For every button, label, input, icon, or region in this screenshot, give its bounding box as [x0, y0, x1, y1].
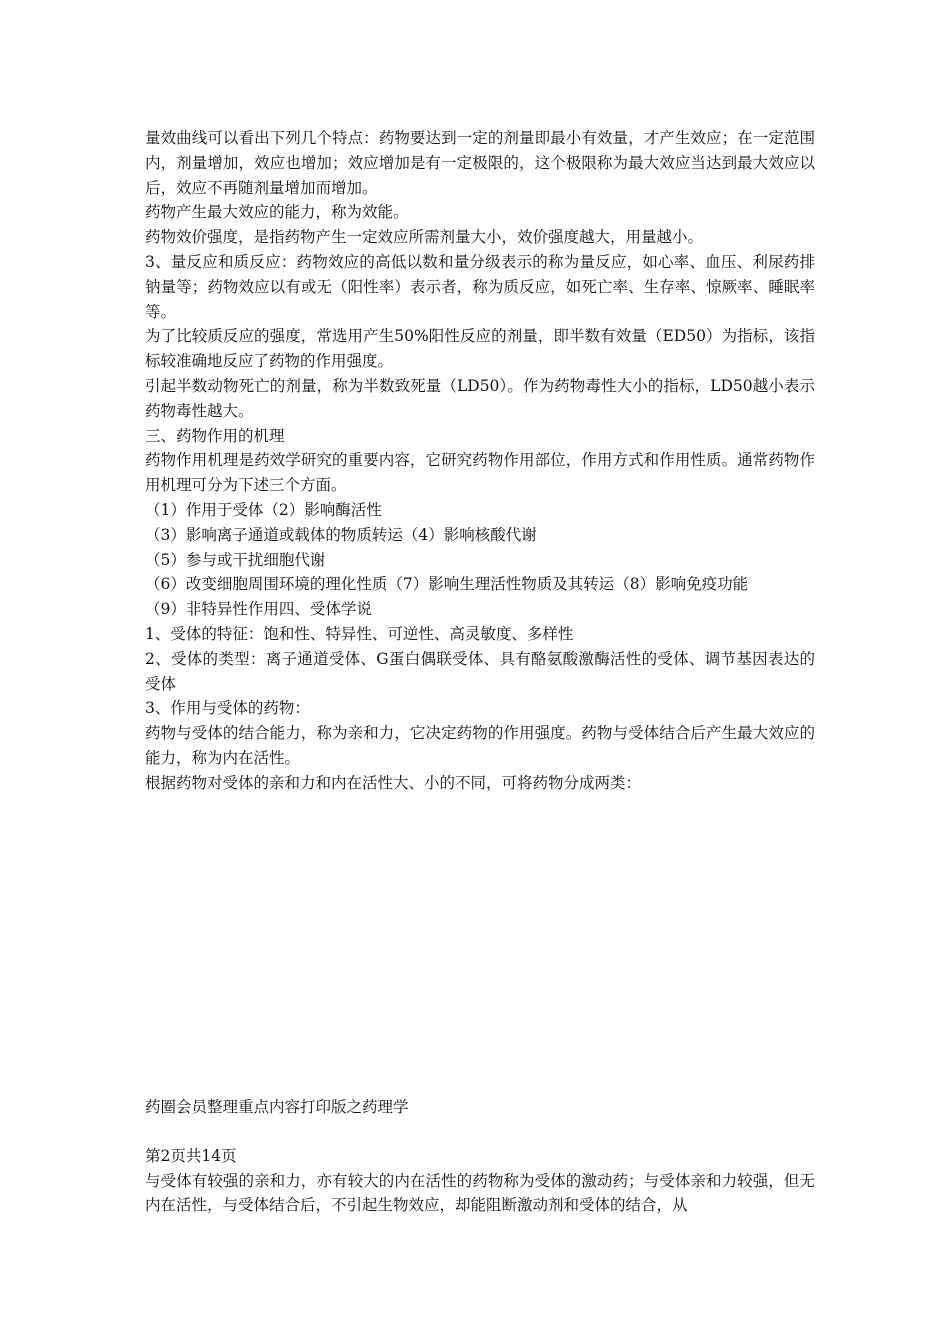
paragraph-agonist-antagonist: 与受体有较强的亲和力，亦有较大的内在活性的药物称为受体的激动药；与受体亲和力较强，但无内在活性，与受体结合后，不引起生物效应，却能阻断激动剂和受体的结合，从 — [145, 1171, 815, 1215]
footer-note: 药圈会员整理重点内容打印版之药理学 — [145, 1098, 409, 1116]
list-item-mechanism-6-8: （6）改变细胞周围环境的理化性质（7）影响生理活性物质及其转运（8）影响免疫功能 — [145, 575, 749, 594]
section-heading-mechanism: 三、药物作用的机理 — [145, 426, 285, 445]
page-number: 第2页共14页 — [145, 1146, 237, 1165]
paragraph-affinity: 药物与受体的结合能力，称为亲和力，它决定药物的作用强度。药物与受体结合后产生最大效应的能力，称为内在活性。 — [145, 724, 815, 767]
paragraph-mechanism-intro: 药物作用机理是药效学研究的重要内容，它研究药物作用部位，作用方式和作用性质。通常药物作用机理可分为下述三个方面。 — [145, 451, 815, 495]
paragraph-dose-effect-curve: 量效曲线可以看出下列几个特点：药物要达到一定的剂量即最小有效量，才产生效应；在一定范围内，剂量增加，效应也增加；效应增加是有一定极限的，这个极限称为最大效应当达到最大效应以后，效应不再随剂量增加而增加。 — [145, 129, 815, 197]
list-item-mechanism-1-2: （1）作用于受体（2）影响酶活性 — [145, 500, 382, 519]
list-item-mechanism-9: （9）非特异性作用四、受体学说 — [145, 600, 372, 619]
main-text-block — [145, 126, 815, 796]
list-item-mechanism-5: （5）参与或干扰细胞代谢 — [145, 550, 326, 569]
paragraph-drug-receptor-heading: 3、作用与受体的药物： — [145, 699, 310, 718]
paragraph-receptor-types: 2、受体的类型：离子通道受体、G蛋白偶联受体、具有酪氨酸激酶活性的受体、调节基因表达的受体 — [145, 649, 815, 693]
page-footer — [145, 1095, 815, 1218]
list-item-mechanism-3-4: （3）影响离子通道或载体的物质转运（4）影响核酸代谢 — [145, 525, 537, 544]
paragraph-efficacy: 药物产生最大效应的能力，称为效能。 — [145, 203, 409, 222]
paragraph-receptor-features: 1、受体的特征：饱和性、特异性、可逆性、高灵敏度、多样性 — [145, 624, 574, 643]
paragraph-graded-quantal-response: 3、量反应和质反应：药物效应的高低以数和量分级表示的称为量反应，如心率、血压、利尿药排钠量等；药物效应以有或无（阳性率）表示者，称为质反应，如死亡率、生存率、惊厥率、睡眠率等。 — [145, 252, 815, 321]
paragraph-ld50: 引起半数动物死亡的剂量，称为半数致死量（LD50）。作为药物毒性大小的指标，LD50越小表示药物毒性越大。 — [145, 376, 815, 420]
paragraph-potency: 药物效价强度，是指药物产生一定效应所需剂量大小，效价强度越大，用量越小。 — [145, 228, 704, 247]
paragraph-ed50: 为了比较质反应的强度，常选用产生50%阳性反应的剂量，即半数有效量（ED50）为指标，该指标较准确地反应了药物的作用强度。 — [145, 327, 815, 371]
paragraph-drug-classification: 根据药物对受体的亲和力和内在活性大、小的不同，可将药物分成两类： — [145, 773, 642, 792]
